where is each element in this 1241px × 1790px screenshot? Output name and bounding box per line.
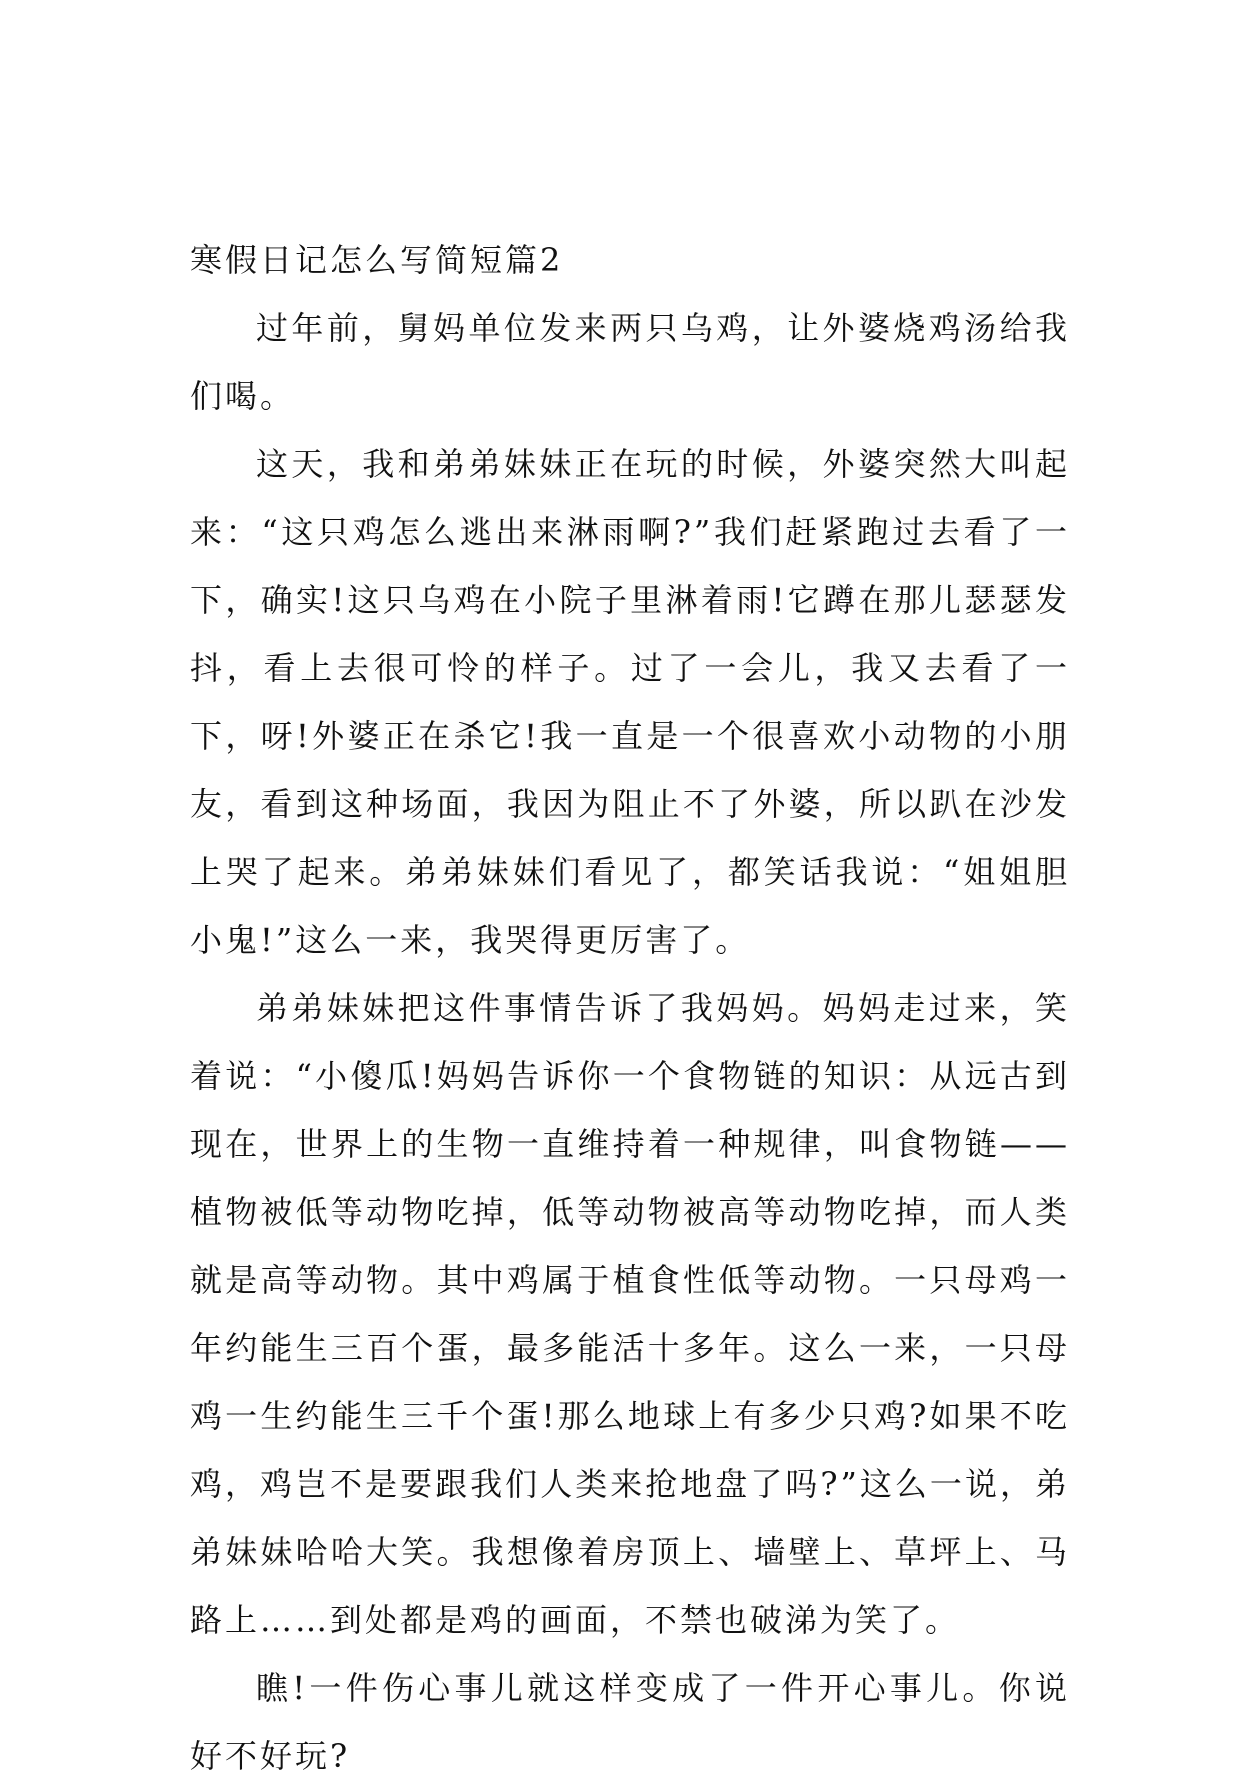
document-title: 寒假日记怎么写简短篇2 [190,241,564,279]
paragraph-3: 弟弟妹妹把这件事情告诉了我妈妈。妈妈走过来，笑着说：“小傻瓜!妈妈告诉你一个食物链的知识：从远古到现在，世界上的生物一直维持着一种规律，叫食物链——植物被低等动物吃掉，低等动物被高等动物吃掉，而人类就是高等动物。其中鸡属于植食性低等动物。一只母鸡一年约能生三百个蛋，最多能活十多年。这么一来，一只母鸡一生约能生三千个蛋!那么地球上有多少只鸡?如果不吃鸡，鸡岂不是要跟我们人类来抢地盘了吗?”这么一说，弟弟妹妹哈哈大笑。我想像着房顶上、墙壁上、草坪上、马路上……到处都是鸡的画面，不禁也破涕为笑了。 [190,989,1070,1639]
paragraph-1: 过年前，舅妈单位发来两只乌鸡，让外婆烧鸡汤给我们喝。 [190,309,1070,415]
paragraph-4: 瞧!一件伤心事儿就这样变成了一件开心事儿。你说好不好玩? [190,1669,1070,1775]
document-body [190,226,1070,1790]
paragraph-2: 这天，我和弟弟妹妹正在玩的时候，外婆突然大叫起来：“这只鸡怎么逃出来淋雨啊?”我们赶紧跑过去看了一下，确实!这只乌鸡在小院子里淋着雨!它蹲在那儿瑟瑟发抖，看上去很可怜的样子。过了一会儿，我又去看了一下，呀!外婆正在杀它!我一直是一个很喜欢小动物的小朋友，看到这种场面，我因为阻止不了外婆，所以趴在沙发上哭了起来。弟弟妹妹们看见了，都笑话我说：“姐姐胆小鬼!”这么一来，我哭得更厉害了。 [190,445,1070,959]
